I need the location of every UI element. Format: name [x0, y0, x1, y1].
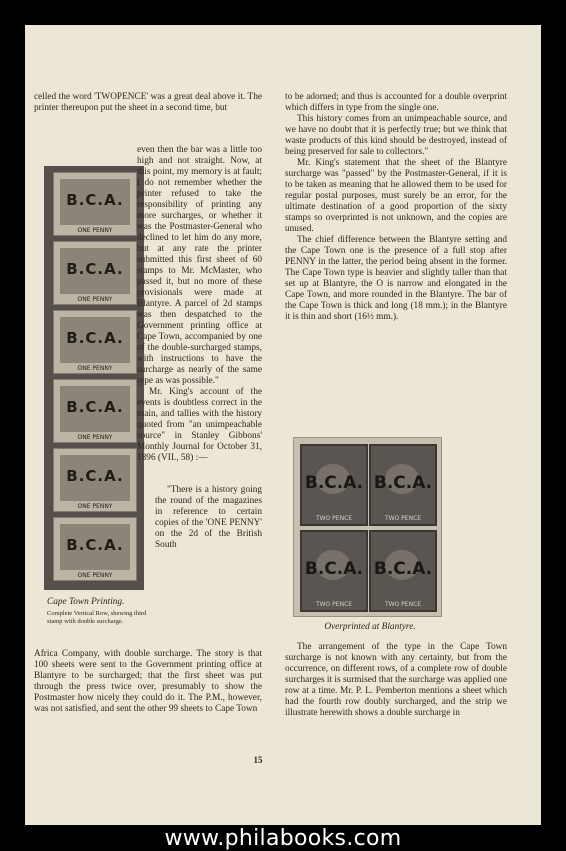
stamp-block-image: [293, 437, 442, 617]
stamp: B.C.A. TWO PENCE: [300, 530, 368, 612]
column-2-bottom-text: The arrangement of the type in the Cape Town surcharge is not known with any certainty, but from the occurrence, on different rows, of a complete row of double surcharges it is surmised that the surcharge was applied one row at a time. Mr. P. L. Pemberton mentions a sheet which had the fourth row doubly surcharged, and the strip we illustrate herewith shows a double surcharge in: [285, 642, 507, 718]
stamp: B.C.A. ONE PENNY: [53, 379, 137, 443]
stamp-strip-image: [44, 166, 144, 590]
stamp: B.C.A. TWO PENCE: [369, 530, 437, 612]
left-figure-caption: Cape Town Printing. Complete Vertical Row, shewing third stamp with double surcharge.: [47, 597, 147, 625]
footer-url[interactable]: www.philabooks.com: [164, 826, 402, 851]
stamp: B.C.A. ONE PENNY: [53, 241, 137, 305]
column-1-top-text: celled the word 'TWOPENCE' was a great deal above it. The printer thereupon put the sheet in a second time, but: [34, 92, 262, 113]
column-1-bottom-text: Africa Company, with double surcharge. The story is that 100 sheets were sent to the Government printing office at Blantyre to be surcharged; that the first sheet was put through the press twice over, presumably to show the Postmaster how nicely they could do it. The P.M., however, was not satisfied, and sent the other 99 sheets to Cape Town: [34, 649, 262, 714]
stamp: B.C.A. ONE PENNY: [53, 517, 137, 581]
column-1-quote-text: "There is a history going the round of the magazines in reference to certain copies of the 'ONE PENNY' on the 2d of the British South: [155, 485, 262, 550]
stamp: B.C.A. TWO PENCE: [369, 444, 437, 526]
right-figure-caption: Overprinted at Blantyre.: [324, 622, 416, 632]
stamp: B.C.A. ONE PENNY: [53, 448, 137, 512]
stamp: B.C.A. ONE PENNY: [53, 172, 137, 236]
page-number: 15: [253, 755, 263, 765]
stamp-double-surcharge: B.C.A. ONE PENNY: [53, 310, 137, 374]
column-2-text: to be adorned; and thus is accounted for a double overprint which differs in type from the single one. This history comes from an unimpeachable source, and we have no doubt that it is perfectly true; but we think that waste products of this kind should be destroyed, instead of being preserved for sale to collectors." Mr. King's statement that the sheet of the Blantyre surcharge was "passed" by the Postmaster-General, if it is to be taken as meaning that he allowed them to be used for regular postal purposes, must surely be an error, for the ultimate destination of a good proportion of the sixty stamps so overprinted is not unknown, and the copies are unused. The chief difference between the Blantyre setting and the Cape Town one is the presence of a full stop after PENNY in the latter, the period being absent in the former. The Cape Town type is heavier and slightly taller than that set up at Blantyre, the O is narrow and elongated in the Cape Town, and more rounded in the Blantyre. The bar of the Cape Town is thick and long (18 mm.); in the Blantyre it is thin and short (16½ mm.).: [285, 92, 507, 322]
stamp: B.C.A. TWO PENCE: [300, 444, 368, 526]
column-1-wrapped-text: even then the bar was a little too high and not straight. Now, at this point, my memory is at fault; I do not remember whether the printer refused to take the responsibility of printing any more surcharges, or whether it was the Postmaster-General who declined to let him do any more, but at any rate the printer submitted this first sheet of 60 stamps to Mr. McMaster, who passed it, but no more of these provisionals were made at Blantyre. A parcel of 2d stamps was then despatched to the Government printing office at Cape Town, accompanied by one of the double-surcharged stamps, with instructions to have the surcharge as nearly of the same type as was possible." Mr. King's account of the events is doubtless correct in the main, and tallies with the history quoted from "an unimpeachable source" in Stanley Gibbons' Monthly Journal for October 31, 1896 (VII., 58) :—: [137, 145, 262, 463]
